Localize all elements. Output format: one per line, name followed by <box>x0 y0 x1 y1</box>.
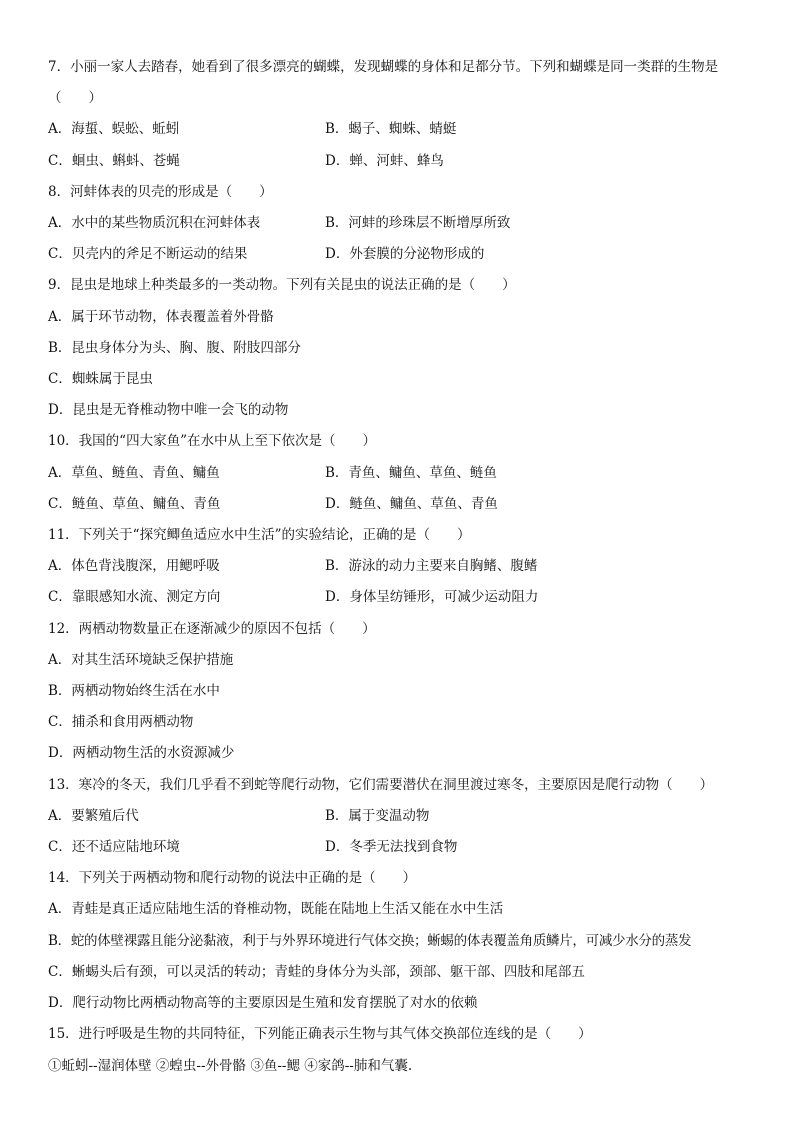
option-a[interactable]: A．青蛙是真正适应陆地生活的脊椎动物，既能在陆地上生活又能在水中生活 <box>48 901 504 918</box>
question-11-stem: 11．下列关于“探究鲫鱼适应水中生活”的实验结论，正确的是（ ） <box>48 527 471 544</box>
option-a[interactable]: A．属于环节动物，体表覆盖着外骨骼 <box>48 308 274 325</box>
option-d[interactable]: D．蝉、河蚌、蜂鸟 <box>325 152 444 169</box>
question-7-stem: 7．小丽一家人去踏春，她看到了很多漂亮的蝴蝶，发现蝴蝶的身体和足都分节。下列和蝴蝶是同一类群的生物是 <box>48 59 719 75</box>
option-a[interactable]: A．海蜇、蜈蚣、蚯蚓 <box>48 121 180 138</box>
option-c[interactable]: C．蜘蛛属于昆虫 <box>48 371 153 388</box>
option-b[interactable]: B．游泳的动力主要来自胸鳍、腹鳍 <box>325 558 538 575</box>
option-d[interactable]: D．两栖动物生活的水资源减少 <box>48 745 235 762</box>
question-7-options-row-1 <box>48 114 748 145</box>
option-b[interactable]: B．蝎子、蜘蛛、蜻蜓 <box>325 121 457 138</box>
option-c[interactable]: C．贝壳内的斧足不断运动的结果 <box>48 246 248 263</box>
option-d[interactable]: D．身体呈纺锤形，可减少运动阻力 <box>325 589 539 606</box>
option-d[interactable]: D．鲢鱼、鳙鱼、草鱼、青鱼 <box>325 495 498 512</box>
question-10-options-row-2 <box>48 489 748 520</box>
option-b[interactable]: B．蛇的体壁裸露且能分泌黏液，利于与外界环境进行气体交换；蜥蜴的体表覆盖角质鳞片，可减少水分的蒸发 <box>48 932 692 949</box>
question-11-options-row-2 <box>48 582 748 613</box>
question-15-items: ①蚯蚓--湿润体壁 ②蝗虫--外骨骼 ③鱼--鳃 ④家鸽--肺和气囊. <box>48 1057 413 1074</box>
question-10-stem: 10．我国的“四大家鱼”在水中从上至下依次是（ ） <box>48 433 376 450</box>
question-8-options-row-2 <box>48 239 748 270</box>
question-8-options-row-1 <box>48 208 748 239</box>
question-13-options-row-2 <box>48 832 748 863</box>
question-13-options-row-1 <box>48 801 748 832</box>
option-d[interactable]: D．外套膜的分泌物形成的 <box>325 246 485 263</box>
question-14-stem: 14．下列关于两栖动物和爬行动物的说法中正确的是（ ） <box>48 870 417 887</box>
question-9-stem: 9．昆虫是地球上种类最多的一类动物。下列有关昆虫的说法正确的是（ ） <box>48 277 516 294</box>
option-d[interactable]: D．爬行动物比两栖动物高等的主要原因是生殖和发育摆脱了对水的依赖 <box>48 995 478 1012</box>
option-c[interactable]: C．鲢鱼、草鱼、鳙鱼、青鱼 <box>48 495 221 512</box>
question-11-options-row-1 <box>48 551 748 582</box>
option-c[interactable]: C．还不适应陆地环境 <box>48 839 180 856</box>
option-b[interactable]: B．河蚌的珍珠层不断增厚所致 <box>325 215 511 232</box>
option-c[interactable]: C．靠眼感知水流、测定方向 <box>48 589 221 606</box>
option-d[interactable]: D．昆虫是无脊椎动物中唯一会飞的动物 <box>48 402 289 419</box>
question-page <box>48 52 748 1082</box>
question-7-options-row-2 <box>48 146 748 177</box>
option-c[interactable]: C．蛔虫、蝌蚪、苍蝇 <box>48 152 180 169</box>
option-a[interactable]: A．要繁殖后代 <box>48 807 139 824</box>
option-c[interactable]: C．蜥蜴头后有颈，可以灵活的转动；青蛙的身体分为头部，颈部、躯干部、四肢和尾部五 <box>48 963 585 980</box>
option-a[interactable]: A．体色背浅腹深，用鳃呼吸 <box>48 558 220 575</box>
option-b[interactable]: B．青鱼、鳙鱼、草鱼、鲢鱼 <box>325 464 497 481</box>
option-a[interactable]: A．对其生活环境缺乏保护措施 <box>48 651 234 668</box>
question-7-stem-cont: （ ） <box>48 90 102 107</box>
option-c[interactable]: C．捕杀和食用两栖动物 <box>48 714 194 731</box>
option-b[interactable]: B．昆虫身体分为头、胸、腹、附肢四部分 <box>48 339 301 356</box>
option-d[interactable]: D．冬季无法找到食物 <box>325 839 458 856</box>
option-a[interactable]: A．草鱼、鲢鱼、青鱼、鳙鱼 <box>48 464 220 481</box>
option-a[interactable]: A．水中的某些物质沉积在河蚌体表 <box>48 215 261 232</box>
question-8-stem: 8．河蚌体表的贝壳的形成是（ ） <box>48 183 273 200</box>
option-b[interactable]: B．属于变温动物 <box>325 807 430 824</box>
question-10-options-row-1 <box>48 458 748 489</box>
option-b[interactable]: B．两栖动物始终生活在水中 <box>48 683 220 700</box>
question-15-stem: 15．进行呼吸是生物的共同特征，下列能正确表示生物与其气体交换部位连线的是（ ） <box>48 1026 592 1043</box>
question-12-stem: 12．两栖动物数量正在逐渐减少的原因不包括（ ） <box>48 620 376 637</box>
question-13-stem: 13．寒冷的冬天，我们几乎看不到蛇等爬行动物，它们需要潜伏在洞里渡过寒冬，主要原因是爬行动物（ ） <box>48 776 714 793</box>
